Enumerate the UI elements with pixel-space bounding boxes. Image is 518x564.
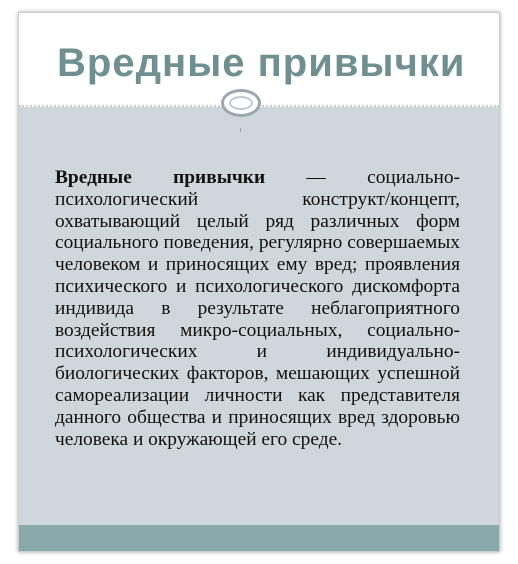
definition-term: Вредные привычки <box>55 167 266 188</box>
slide <box>18 12 500 552</box>
ornament-tick <box>240 128 241 132</box>
definition-paragraph <box>55 167 460 450</box>
oval-ornament-icon <box>221 89 261 117</box>
definition-text: — социально-психологический конструкт/концепт, охватывающий целый ряд различных форм социального поведения, регулярно совершаемых человеком и приносящих ему вред; проявления психического и психологического дискомфорта индивида в результате неблагоприятного воздействия микро-социальных, социально-психологических и индивидуально-биологических факторов, мешающих успешной самореализации личности как представителя данного общества и приносящих вред здоровью человека и окружающей его среде. <box>55 167 460 450</box>
slide-title: Вредные привычки <box>57 41 466 85</box>
title-area <box>19 13 499 105</box>
content-panel <box>19 107 499 525</box>
footer-bar <box>19 525 499 552</box>
